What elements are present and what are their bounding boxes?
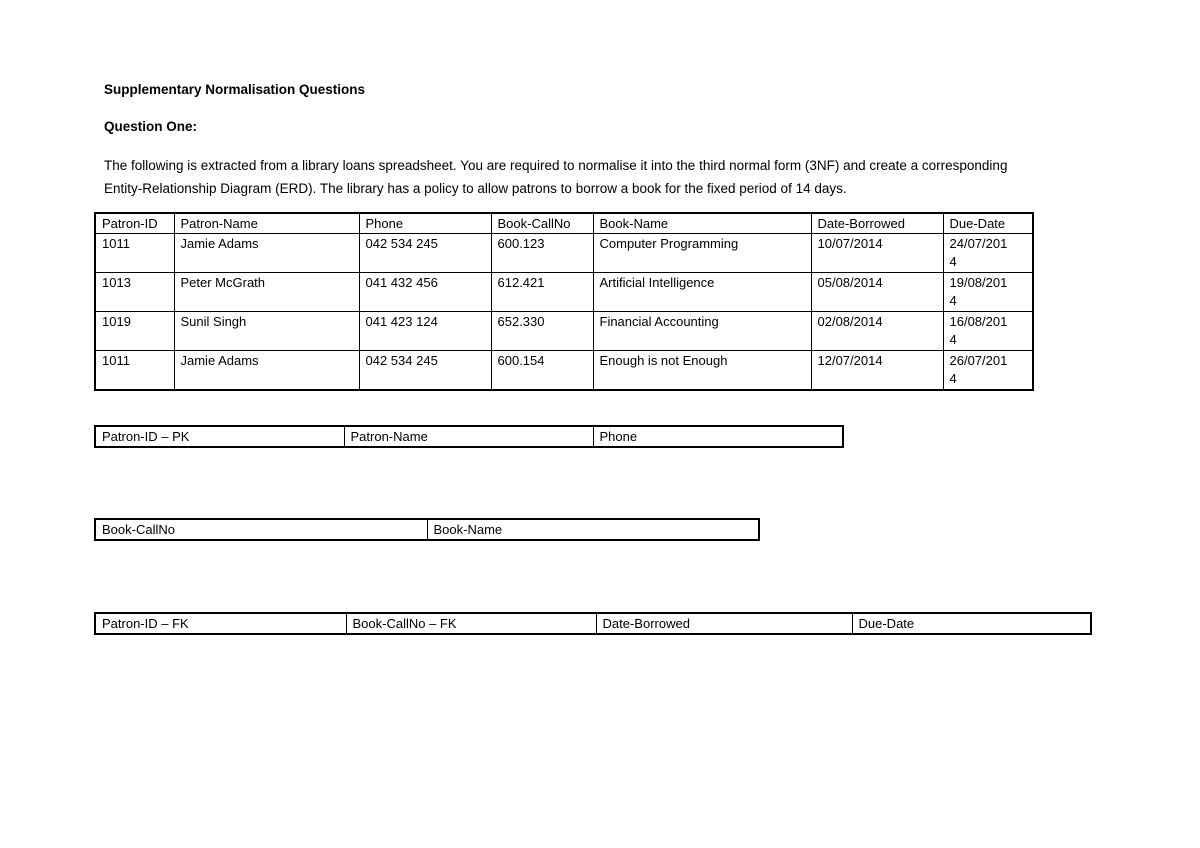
table-cell: 12/07/2014: [811, 351, 943, 391]
table-cell: Artificial Intelligence: [593, 273, 811, 312]
loan-relation-table: [94, 612, 1092, 635]
table-cell: 24/07/201 4: [943, 234, 1033, 273]
table-cell: 1011: [95, 234, 174, 273]
table-cell: Due-Date: [852, 613, 1091, 634]
table-cell: Book-CallNo – FK: [346, 613, 596, 634]
table-cell: Phone: [593, 426, 843, 447]
question-text: [104, 154, 1094, 200]
table-cell: 652.330: [491, 312, 593, 351]
table-cell: 19/08/201 4: [943, 273, 1033, 312]
table-cell: 26/07/201 4: [943, 351, 1033, 391]
column-header: Due-Date: [943, 213, 1033, 234]
table-row: [95, 519, 759, 540]
question-heading: Question One:: [104, 119, 198, 134]
question-text-line: The following is extracted from a library loans spreadsheet. You are required to normalise it into the third normal form (3NF) and create a corresponding: [104, 158, 1008, 173]
table-cell: Patron-ID – FK: [95, 613, 346, 634]
table-cell: 041 423 124: [359, 312, 491, 351]
column-header: Phone: [359, 213, 491, 234]
table-cell: 10/07/2014: [811, 234, 943, 273]
table-cell: Jamie Adams: [174, 234, 359, 273]
table-cell: 042 534 245: [359, 234, 491, 273]
table-cell: 1013: [95, 273, 174, 312]
page-title: Supplementary Normalisation Questions: [104, 82, 366, 97]
table-row: [95, 234, 1033, 273]
question-text-line: Entity-Relationship Diagram (ERD). The library has a policy to allow patrons to borrow a book for the fixed period of 14 days.: [104, 181, 847, 196]
column-header: Date-Borrowed: [811, 213, 943, 234]
table-cell: Peter McGrath: [174, 273, 359, 312]
table-cell: Sunil Singh: [174, 312, 359, 351]
table-cell: Patron-ID – PK: [95, 426, 344, 447]
table-cell: 612.421: [491, 273, 593, 312]
table-row: [95, 273, 1033, 312]
table-cell: Book-CallNo: [95, 519, 427, 540]
table-cell: 16/08/201 4: [943, 312, 1033, 351]
table-row: [95, 613, 1091, 634]
table-row: [95, 312, 1033, 351]
column-header: Patron-ID: [95, 213, 174, 234]
table-cell: 1011: [95, 351, 174, 391]
table-cell: 600.123: [491, 234, 593, 273]
column-header: Book-Name: [593, 213, 811, 234]
patron-relation-table: [94, 425, 844, 448]
table-cell: 1019: [95, 312, 174, 351]
column-header: Patron-Name: [174, 213, 359, 234]
table-cell: Book-Name: [427, 519, 759, 540]
table-row: [95, 426, 843, 447]
table-cell: Patron-Name: [344, 426, 593, 447]
table-cell: 02/08/2014: [811, 312, 943, 351]
table-header-row: [95, 213, 1033, 234]
table-cell: Computer Programming: [593, 234, 811, 273]
table-cell: Jamie Adams: [174, 351, 359, 391]
table-cell: 05/08/2014: [811, 273, 943, 312]
table-cell: 042 534 245: [359, 351, 491, 391]
table-cell: Enough is not Enough: [593, 351, 811, 391]
table-cell: Date-Borrowed: [596, 613, 852, 634]
table-cell: 600.154: [491, 351, 593, 391]
loans-table: [94, 212, 1034, 391]
column-header: Book-CallNo: [491, 213, 593, 234]
table-cell: Financial Accounting: [593, 312, 811, 351]
book-relation-table: [94, 518, 760, 541]
table-row: [95, 351, 1033, 391]
table-cell: 041 432 456: [359, 273, 491, 312]
